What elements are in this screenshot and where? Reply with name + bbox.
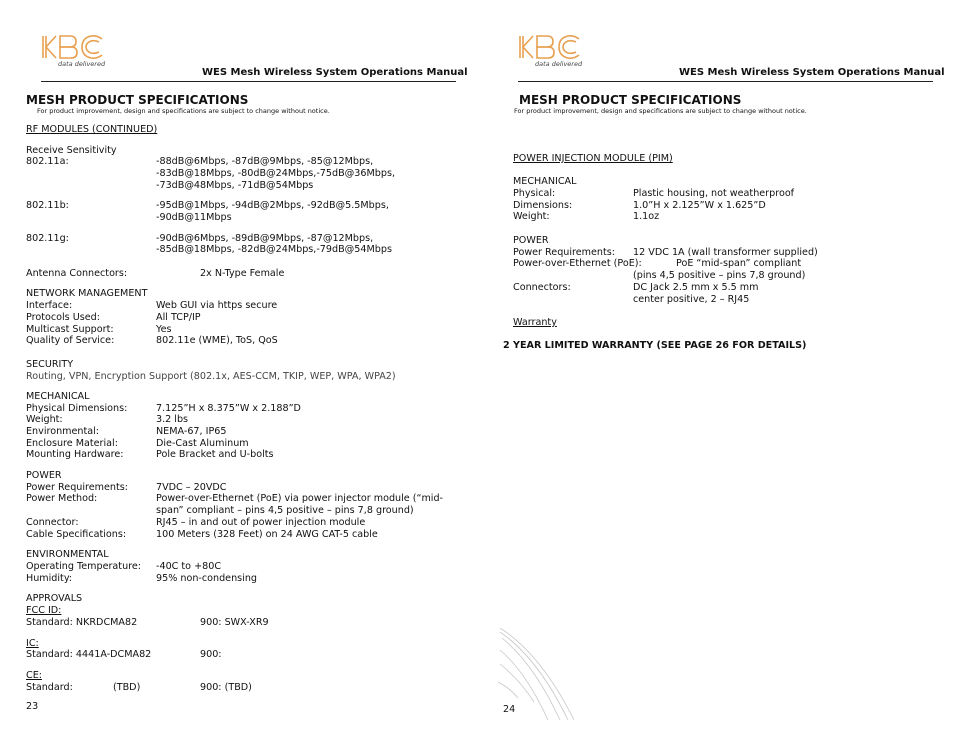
ce-900: 900: (TBD) (200, 682, 252, 693)
spec-value: Yes (156, 324, 172, 335)
spec-label: Power Requirements: (513, 247, 615, 258)
spec-value: 802.11e (WME), ToS, QoS (156, 335, 278, 346)
spec-label: Dimensions: (513, 200, 573, 211)
spec-value: 95% non-condensing (156, 573, 257, 584)
spec-label: Environmental: (26, 426, 100, 437)
logo-tagline: data delivered (535, 60, 583, 68)
spec-value: -90dB@11Mbps (156, 212, 232, 223)
section-heading: MECHANICAL (26, 391, 90, 402)
spec-value: -40C to +80C (156, 561, 222, 572)
manual-title: WES Mesh Wireless System Operations Manual (679, 67, 945, 78)
header-rule (518, 81, 933, 82)
spec-label: 802.11g: (26, 233, 69, 244)
spec-value: Plastic housing, not weatherproof (633, 188, 795, 199)
spec-label: 802.11b: (26, 200, 69, 211)
fcc-standard: Standard: NKRDCMA82 (26, 617, 138, 628)
spec-value: PoE “mid-span” compliant (676, 258, 802, 269)
spec-value: center positive, 2 – RJ45 (633, 294, 750, 305)
spec-label: Antenna Connectors: (26, 268, 128, 279)
spec-value: -73dB@48Mbps, -71dB@54Mbps (156, 180, 314, 191)
spec-value: -95dB@1Mbps, -94dB@2Mbps, -92dB@5.5Mbps, (156, 200, 389, 211)
spec-label: Protocols Used: (26, 312, 100, 323)
spec-label: Cable Specifications: (26, 529, 127, 540)
spec-value: Power-over-Ethernet (PoE) via power injector module (“mid- (156, 493, 444, 504)
spec-label: Enclosure Material: (26, 438, 118, 449)
spec-value: RJ45 – in and out of power injection module (156, 517, 366, 528)
section-heading: APPROVALS (26, 593, 83, 604)
ce-tbd: (TBD) (113, 682, 141, 693)
spec-value: 100 Meters (328 Feet) on 24 AWG CAT-5 cable (156, 529, 378, 540)
security-text: Routing, VPN, Encryption Support (802.1x, AES-CCM, TKIP, WEP, WPA, WPA2) (26, 371, 396, 382)
decorative-swoosh-icon (496, 624, 586, 724)
warranty-heading: Warranty (513, 317, 557, 328)
spec-value: Web GUI via https secure (156, 300, 278, 311)
warranty-text: 2 YEAR LIMITED WARRANTY (SEE PAGE 26 FOR DETAILS) (503, 340, 807, 351)
spec-value: 2x N-Type Female (200, 268, 285, 279)
receive-sensitivity-label: Receive Sensitivity (26, 145, 117, 156)
ic-heading: IC: (26, 638, 39, 649)
section-heading: POWER (26, 470, 62, 481)
logo-tagline: data delivered (58, 60, 106, 68)
spec-label: Connector: (26, 517, 79, 528)
spec-label: Operating Temperature: (26, 561, 142, 572)
spec-label: Connectors: (513, 282, 571, 293)
spec-label: Weight: (513, 211, 550, 222)
spec-value: 3.2 lbs (156, 414, 189, 425)
ce-heading: CE: (26, 670, 42, 681)
manual-title: WES Mesh Wireless System Operations Manual (202, 67, 468, 78)
spec-value: 7.125”H x 8.375”W x 2.188”D (156, 403, 301, 414)
spec-title: MESH PRODUCT SPECIFICATIONS (26, 93, 249, 107)
ic-standard: Standard: 4441A-DCMA82 (26, 649, 152, 660)
spec-value: 7VDC – 20VDC (156, 482, 227, 493)
spec-value: -83dB@18Mbps, -80dB@24Mbps,-75dB@36Mbps, (156, 168, 395, 179)
spec-label: Multicast Support: (26, 324, 114, 335)
spec-label: Humidity: (26, 573, 73, 584)
spec-label: Mounting Hardware: (26, 449, 124, 460)
spec-label: 802.11a: (26, 156, 69, 167)
spec-value: Die-Cast Aluminum (156, 438, 249, 449)
section-heading: ENVIRONMENTAL (26, 549, 109, 560)
pim-heading: POWER INJECTION MODULE (PIM) (513, 153, 673, 164)
spec-value: NEMA-67, IP65 (156, 426, 227, 437)
spec-value: 12 VDC 1A (wall transformer supplied) (633, 247, 818, 258)
fcc-900: 900: SWX-XR9 (200, 617, 269, 628)
spec-value: Pole Bracket and U-bolts (156, 449, 274, 460)
notice-text: For product improvement, design and specifications are subject to change without notice. (514, 107, 807, 115)
spec-label: Power Requirements: (26, 482, 128, 493)
spec-value: (pins 4,5 positive – pins 7,8 ground) (633, 270, 806, 281)
spec-title: MESH PRODUCT SPECIFICATIONS (519, 93, 742, 107)
spec-value: All TCP/IP (156, 312, 201, 323)
spec-label: Weight: (26, 414, 63, 425)
spec-label: Power-over-Ethernet (PoE): (513, 258, 642, 269)
spec-value: -90dB@6Mbps, -89dB@9Mbps, -87@12Mbps, (156, 233, 374, 244)
spec-label: Physical Dimensions: (26, 403, 128, 414)
spec-value: DC Jack 2.5 mm x 5.5 mm (633, 282, 759, 293)
page-number: 23 (26, 701, 39, 712)
spec-value: 1.1oz (633, 211, 660, 222)
ce-standard: Standard: (26, 682, 73, 693)
spec-label: Power Method: (26, 493, 98, 504)
section-heading: POWER (513, 235, 549, 246)
fcc-heading: FCC ID: (26, 605, 62, 616)
notice-text: For product improvement, design and specifications are subject to change without notice. (37, 107, 330, 115)
spec-label: Interface: (26, 300, 73, 311)
page-number: 24 (503, 704, 516, 715)
section-heading: SECURITY (26, 359, 74, 370)
spec-value: -85dB@18Mbps, -82dB@24Mbps,-79dB@54Mbps (156, 244, 392, 255)
section-heading: NETWORK MANAGEMENT (26, 288, 148, 299)
ic-900: 900: (200, 649, 222, 660)
section-heading: MECHANICAL (513, 176, 577, 187)
spec-label: Physical: (513, 188, 556, 199)
spec-label: Quality of Service: (26, 335, 115, 346)
spec-value: 1.0”H x 2.125”W x 1.625”D (633, 200, 766, 211)
rf-modules-heading: RF MODULES (CONTINUED) (26, 124, 158, 135)
spec-value: -88dB@6Mbps, -87dB@9Mbps, -85@12Mbps, (156, 156, 374, 167)
spec-value: span” compliant – pins 4,5 positive – pins 7,8 ground) (156, 505, 414, 516)
header-rule (41, 81, 456, 82)
